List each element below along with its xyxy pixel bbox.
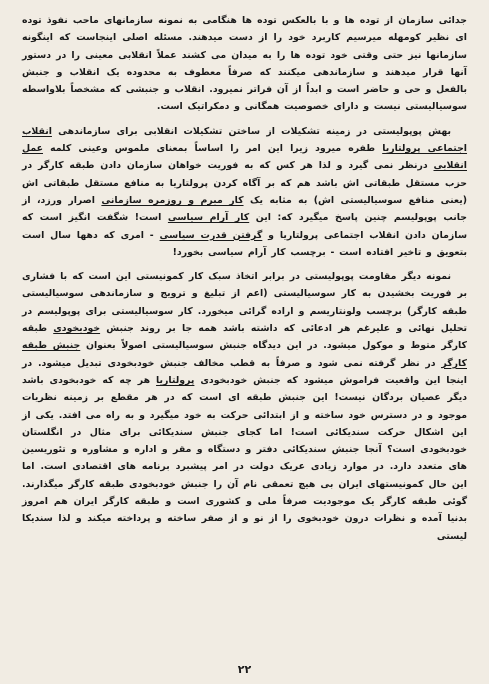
paragraph-3: نمونه دیگر مقاومت پوپولیستی در برابر اتخاذ سبک کار کمونیستی این است که با فشاری بر فوریت بخشیدن به کار سوسیالیستی (اعم از تبلیغ و ترویج و سازماندهی سوسیالیستی طبقه کارگر) برچسب ولونتاریسم و اراده گرائی میخورد. کار سوسیالیستی برای پوپولیسم در تحلیل نهائی و علیرغم هر ادعائی که داشته باشد همه جا بر روند جنبش خودبخودی طبقه کارگر متوط و موکول میشود. در این دیدگاه جنبش سوسیالیستی اصولاً بعنوان جنبش طبقه کارگر در نظر گرفته نمی شود و صرفاً به قطب مخالف جنبش خودبخودی تبدیل میشود. در اینجا این واقعیت فراموش میشود که جنبش خودبخودی پرولتاریا هر چه که خودبخودی باشد دیگر عصیان بردگان نیست! این جنبش طبقه ای است که در هر مقطع بر زمینه نظریات موجود و در دسترس خود ساخته و از ابتدائی حرکت به خود میگیرد و به راه می افتد. یکی از این اشکال حرکت سندیکائی است! اما کجای جنبش سندیکائی برای مثال در انگلستان خودبخودی است؟ آنجا جنبش سندیکائی دفتر و دستگاه و مقر و اداره و مشاوره و تئوریسین های متعدد دارد. در موارد زیادی عریک دولت در امر پیشبرد برنامه های اقتصادی است. اما این حال کمونیستهای ایران بی هیچ تعمقی نام آن را جنبش خودبخودی طبقه کارگر میگذارند. گوئی طبقه کارگر یک موجودیت صرفاً ملی و کشوری است و طبقه کارگر ایران هم امروز بدنیا آمده و نظرات درون خودبخوی را از نو و از صفر ساخته و پرداخته میکند و لذا سندیکا لیستی [22,271,468,542]
paragraph-1: جدائی سازمان از توده ها و با بالعکس توده ها هنگامی به نمونه سازمانهای ماحب نفوذ توده ای نظیر کومهله میرسیم کاربرد خود را از دست میدهند. مسئله اصلی اینجاست که اینگونه سازمانها نیز حتی وقتی خود توده ها را به میدان می کشند عملاً انقلابی معینی را در دستور آنها قرار میدهند و سازماندهی میکنند که صرفاً معطوف به محدوده یک انقلاب و جنبش بالفعل و حی و حاضر است و ابداً از آن فراتر نمیرود. انقلاب و جنبشی که مشخصاً بلاواسطه سوسیالیستی نیست و دارای خصوصیت همگانی و دمکراتیک است. [22,15,467,113]
underlined-phrase: خودبخودی [53,323,101,335]
underlined-phrase: گرفتن قدرت سیاسی [159,229,263,241]
underlined-phrase: پرولتاریا [156,374,195,386]
underlined-phrase: انقلاب اجتماعی پرولتاریا [22,125,468,155]
underlined-phrase: جنبش طبقه کارگر [22,340,467,369]
page-number: ۲۲ [237,663,252,676]
underlined-phrase: کار مبرم و روزمره سازمانی [101,194,244,206]
paragraph-2: بهش پوپولیستی در زمینه تشکیلات از ساختن تشکیلات انقلابی برای سازماندهی انقلاب اجتماعی پرولتاریا طفره میرود زیرا این امر را اساساً بمعنای ملموس وعینی کلمه عمل انقلابی درنظر نمی گیرد و لذا هر کس که به فوریت خواهان سازمان دادن طبقه کارگر در حزب مستقل طبقاتی اش باشد هم که بر آگاه کردن پرولتاریا به منافع مستقل طبقاتی اش (یعنی منافع سوسیالیستی اش) به مثابه یک کار مبرم و روزمره سازمانی اصرار ورزد، از جانب پوپولیسم چنین پاسخ میگیرد که: این کار آرام سیاسی است! شگفت انگیز است که سازمان دادن انقلاب اجتماعی پرولتاریا و گرفتن قدرت سیاسی - امری که دهها سال است بتعویق و تاخیر افتاده است - برچسب کار آرام سیاسی بخورد! [22,125,468,258]
underlined-phrase: عمل انقلابی [22,143,467,172]
underlined-phrase: کار آرام سیاسی [167,212,250,224]
